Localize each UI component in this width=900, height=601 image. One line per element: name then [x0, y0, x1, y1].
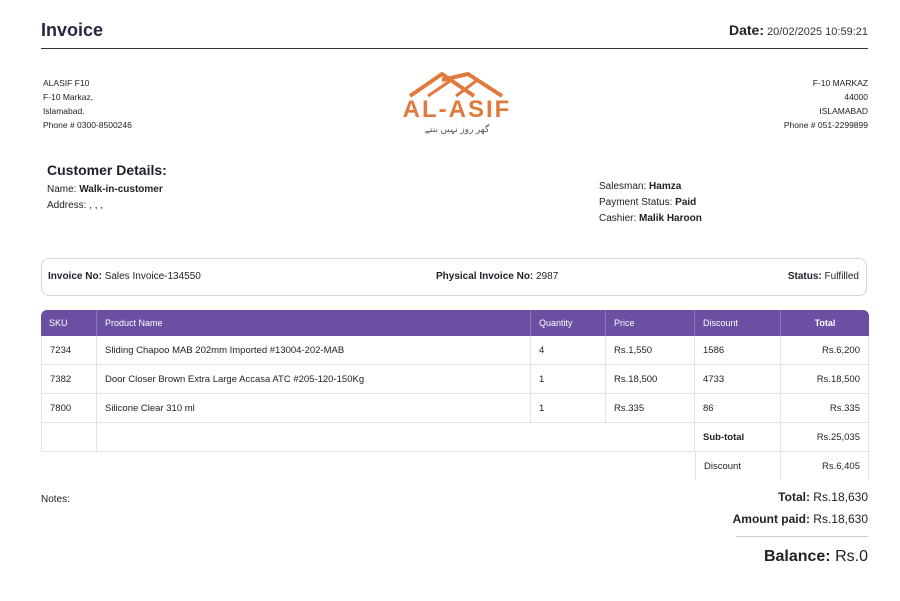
cell-product: Door Closer Brown Extra Large Accasa ATC #205-120-150Kg	[97, 365, 531, 394]
items-table	[41, 310, 869, 480]
cashier: Cashier: Malik Haroon	[599, 213, 702, 224]
discount-value: Rs.6,405	[781, 452, 869, 480]
date-label: Date:	[728, 22, 764, 38]
table-row	[41, 394, 869, 423]
table-row	[41, 365, 869, 394]
col-discount: Discount	[695, 310, 781, 336]
cell-discount: 1586	[695, 336, 781, 365]
subtotal-row	[41, 423, 869, 452]
company-logo	[398, 70, 516, 140]
store-phone-right: Phone # 051-2299899	[783, 120, 868, 130]
store-postcode: 44000	[844, 92, 868, 102]
salesman: Salesman: Hamza	[599, 181, 682, 192]
cell-sku: 7800	[41, 394, 97, 423]
store-phone: Phone # 0300-8500246	[43, 120, 132, 130]
customer-details	[47, 182, 163, 214]
store-area: F-10 MARKAZ	[812, 78, 868, 88]
store-city: Islamabad.	[43, 106, 85, 116]
notes-label: Notes:	[41, 494, 70, 505]
cell-product: Silicone Clear 310 ml	[97, 394, 531, 423]
cell-price: Rs.18,500	[606, 365, 695, 394]
store-name: ALASIF F10	[43, 78, 90, 88]
store-city-right: ISLAMABAD	[819, 106, 868, 116]
col-quantity: Quantity	[531, 310, 606, 336]
cell-price: Rs.1,550	[606, 336, 695, 365]
cell-total: Rs.18,500	[781, 365, 869, 394]
logo-brand: AL-ASIF	[402, 96, 512, 123]
logo-tagline: گھر روز نہیں بنتے	[424, 124, 490, 134]
balance-line: Balance: Rs.0	[763, 548, 868, 565]
cell-total: Rs.335	[781, 394, 869, 423]
invoice-number: Invoice No: Sales Invoice-134550	[48, 271, 201, 282]
cell-quantity: 1	[531, 394, 606, 423]
amount-paid-line: Amount paid: Rs.18,630	[732, 512, 868, 526]
invoice-date	[729, 22, 868, 38]
col-sku: SKU	[41, 310, 97, 336]
store-address-right	[784, 76, 868, 132]
cell-discount: 4733	[695, 365, 781, 394]
discount-label: Discount	[695, 452, 781, 480]
subtotal-label: Sub-total	[695, 423, 781, 452]
page-title: Invoice	[41, 20, 104, 40]
total-line: Total: Rs.18,630	[778, 490, 868, 504]
table-header-row	[41, 310, 869, 336]
cell-discount: 86	[695, 394, 781, 423]
header-divider	[41, 48, 868, 49]
balance-divider	[736, 536, 868, 537]
cell-product: Sliding Chapoo MAB 202mm Imported #13004-202-MAB	[97, 336, 531, 365]
payment-status: Payment Status: Paid	[599, 197, 697, 208]
discount-row	[41, 452, 869, 480]
cell-quantity: 1	[531, 365, 606, 394]
store-address-left	[43, 76, 132, 132]
cell-sku: 7234	[41, 336, 97, 365]
customer-address: Address: , , ,	[47, 200, 104, 211]
store-street: F-10 Markaz,	[43, 92, 94, 102]
col-total: Total	[781, 310, 869, 336]
physical-invoice-number: Physical Invoice No: 2987	[436, 271, 559, 282]
col-price: Price	[606, 310, 695, 336]
sales-details	[599, 179, 702, 227]
cell-total: Rs.6,200	[781, 336, 869, 365]
table-row	[41, 336, 869, 365]
date-value: 20/02/2025 10:59:21	[767, 26, 868, 38]
col-product-name: Product Name	[97, 310, 531, 336]
customer-heading: Customer Details:	[47, 162, 167, 178]
invoice-status: Status: Fulfilled	[787, 271, 859, 282]
subtotal-value: Rs.25,035	[781, 423, 869, 452]
cell-sku: 7382	[41, 365, 97, 394]
totals-block	[733, 490, 868, 534]
cell-quantity: 4	[531, 336, 606, 365]
customer-name: Name: Walk-in-customer	[47, 184, 163, 195]
invoice-info-box	[41, 258, 867, 296]
cell-price: Rs.335	[606, 394, 695, 423]
